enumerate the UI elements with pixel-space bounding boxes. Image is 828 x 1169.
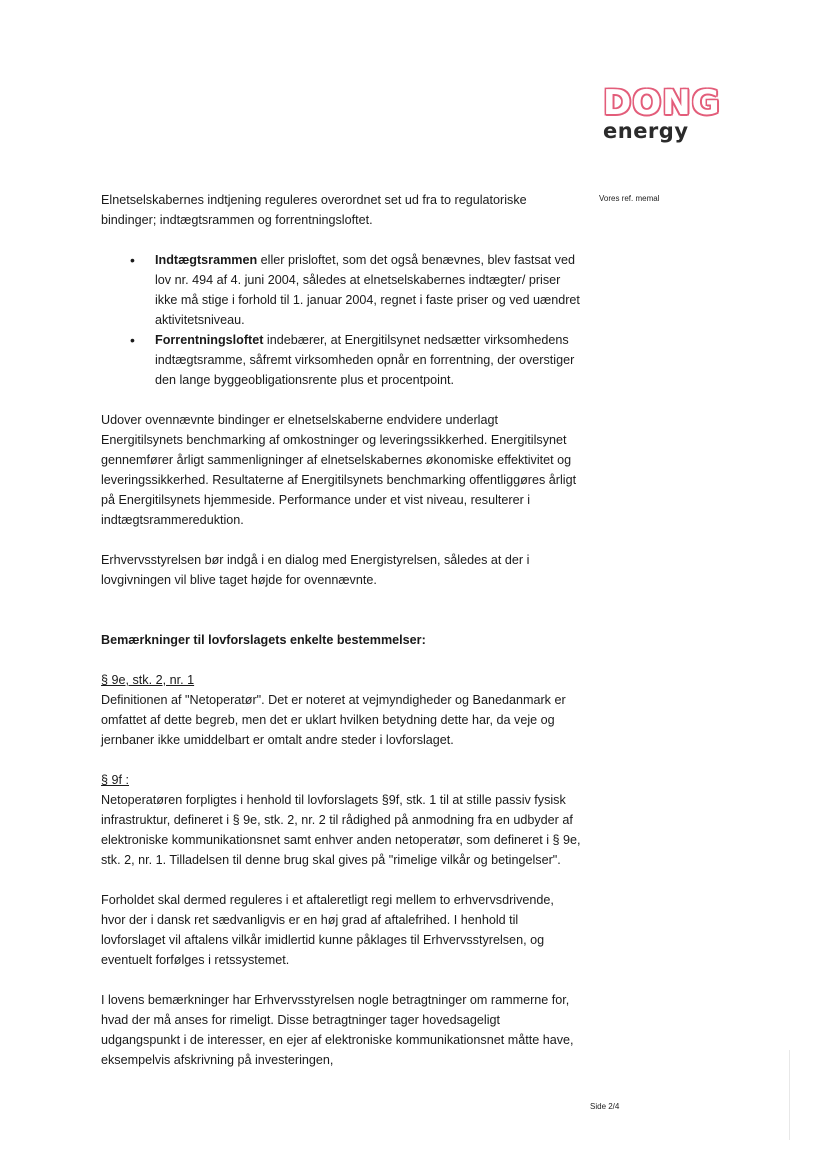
dialog-paragraph: Erhvervsstyrelsen bør indgå i en dialog med Energistyrelsen, således at der i lovgivningen vil blive taget højde for ovennævnte. <box>101 553 530 587</box>
agreement-paragraph: Forholdet skal dermed reguleres i et aftaleretligt regi mellem to erhvervsdrivende, hvor der i dansk ret sædvanligvis er en høj grad af aftalefrihed. I henhold til lovforslaget vil aftalens vilkår imidlertid kunne påklages til Erhvervsstyrelsen, og eventuelt forfølges i retssystemet. <box>101 893 554 967</box>
bullet-term: Indtægtsrammen <box>155 253 258 267</box>
reference-label: Vores ref. memal <box>599 194 660 203</box>
binding-list <box>101 250 581 390</box>
margin-line <box>789 1050 790 1140</box>
page-number: Side 2/4 <box>590 1102 620 1111</box>
letter-body <box>101 190 581 1070</box>
intro-paragraph: Elnetselskabernes indtjening reguleres overordnet set ud fra to regulatoriske bindinger; indtægtsrammen og forrentningsloftet. <box>101 193 527 227</box>
logo-brand: DONG <box>603 83 721 123</box>
remarks-paragraph: I lovens bemærkninger har Erhvervsstyrelsen nogle betragtninger om rammerne for, hvad der må anses for rimeligt. Disse betragtninger tager hovedsageligt udgangspunkt i de interesser, en ejer af elektroniske kommunikationsnet måtte have, eksempelvis afskrivning på investeringen, <box>101 993 574 1067</box>
bullet-text: indebærer, at Energitilsynet nedsætter virksomhedens indtægtsramme, såfremt virksomheden opnår en forrentning, der overstiger den lange byggeobligationsrente plus et procentpoint. <box>155 333 575 387</box>
bullet-term: Forrentningsloftet <box>155 333 264 347</box>
section-label: § 9f : <box>101 773 130 787</box>
section-text: Netoperatøren forpligtes i henhold til lovforslagets §9f, stk. 1 til at stille passiv fysisk infrastruktur, defineret i § 9e, stk. 2, nr. 2 til rådighed på anmodning fra en udbyder af elektroniske kommunikationsnet samt enhver anden netoperatør, som defineret i § 9e, stk. 2, nr. 1. Tilladelsen til denne brug skal gives på "rimelige vilkår og betingelser". <box>101 793 581 867</box>
benchmarking-paragraph: Udover ovennævnte bindinger er elnetselskaberne endvidere underlagt Energitilsynets benchmarking af omkostninger og leveringssikkerhed. Energitilsynet gennemfører årligt sammenligninger af elnetselskabernes økonomiske effektivitet og leveringssikkerhed. Resultaterne af Energitilsynets benchmarking offentliggøres årligt på Energitilsynets hjemmeside. Performance under et vist niveau, resulterer i indtægtsrammereduktion. <box>101 413 577 527</box>
section-label: § 9e, stk. 2, nr. 1 <box>101 673 195 687</box>
list-item <box>101 250 581 330</box>
list-item <box>101 330 581 390</box>
logo-sub: energy <box>603 119 689 143</box>
bullet-text: eller prisloftet, som det også benævnes, blev fastsat ved lov nr. 494 af 4. juni 2004, således at elnetselskabernes indtægter/ priser ikke må stige i forhold til 1. januar 2004, regnet i faste priser og ved uændret aktivitetsniveau. <box>155 253 580 327</box>
section-heading: Bemærkninger til lovforslagets enkelte bestemmelser: <box>101 633 426 647</box>
section-text: Definitionen af "Netoperatør". Det er noteret at vejmyndigheder og Banedanmark er omfattet af dette begreb, men det er uklart hvilken betydning dette har, da veje og jernbaner ikke umiddelbart er omtalt andre steder i lovforslaget. <box>101 693 566 747</box>
dong-energy-logo <box>603 83 759 143</box>
